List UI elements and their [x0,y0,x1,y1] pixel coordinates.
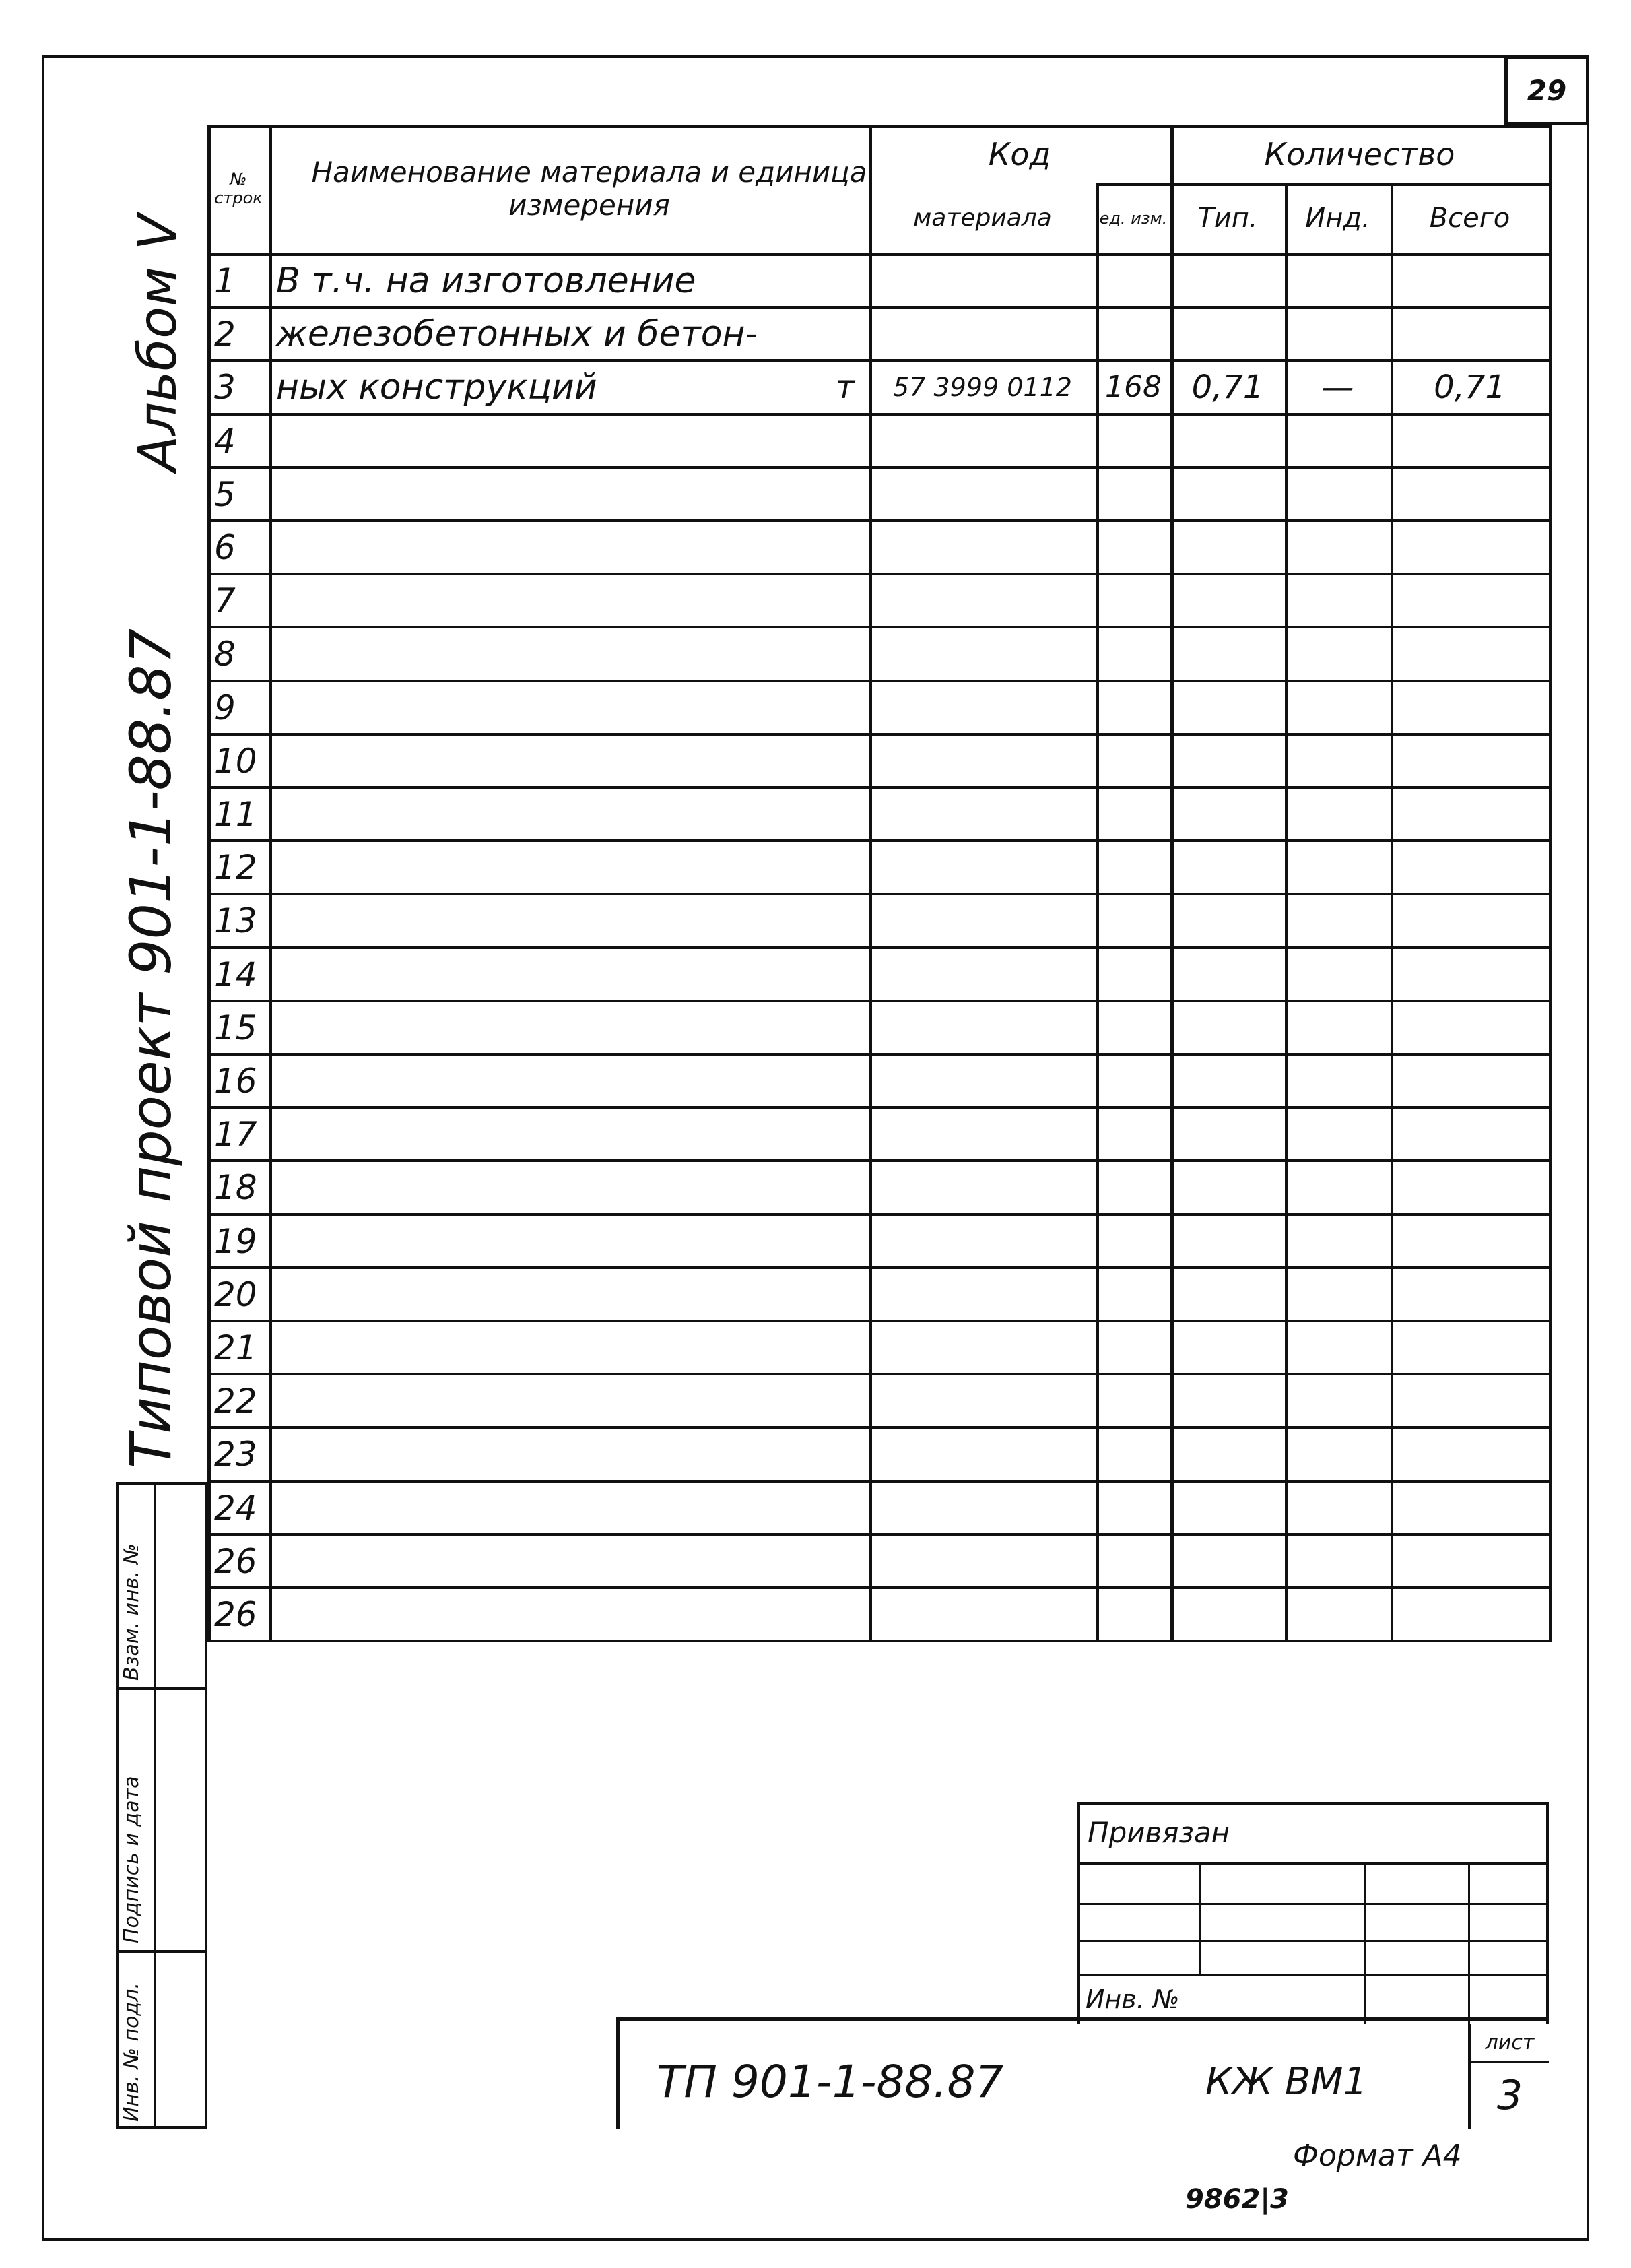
row-q-total [1391,469,1549,519]
row-q-typical: 0,71 [1191,368,1264,406]
row-q-total [1391,682,1549,733]
row-ed-izm [1096,736,1170,786]
row-name [269,842,828,893]
row-ed-izm [1096,1056,1170,1106]
row-number: 4 [214,421,236,461]
row-q-total [1391,522,1549,573]
row-q-total [1391,255,1549,306]
row-q-typical [1170,1375,1285,1426]
row-q-total [1391,1483,1549,1533]
row-code [869,309,1096,359]
row-code [869,255,1096,306]
row-q-typical [1170,1162,1285,1212]
row-number: 9 [214,688,236,727]
sheet-value: 3 [1496,2071,1523,2119]
row-ed-izm [1096,469,1170,519]
drawing-mark: КЖ ВМ1 [1205,2059,1368,2104]
row-name: ных конструкций [276,366,597,408]
row-q-typical [1170,309,1285,359]
row-code [869,1429,1096,1479]
row-q-total [1391,1002,1549,1053]
row-number: 24 [214,1488,257,1528]
stamp-vzam-inv: Взам. инв. № [120,1543,143,1681]
row-number: 26 [214,1594,257,1634]
row-name: железобетонных и бетон- [276,313,758,354]
row-ed-izm [1096,1002,1170,1053]
row-number: 19 [214,1221,257,1261]
row-q-individual: — [1321,368,1354,406]
row-q-typical [1170,1322,1285,1373]
header-code-unit: ед. изм. [1099,208,1168,228]
row-ed-izm [1096,1322,1170,1373]
row-ed-izm [1096,575,1170,626]
row-unit [822,1429,869,1479]
row-number: 8 [214,634,236,674]
row-q-individual [1285,1162,1391,1212]
row-name [269,789,828,839]
row-code [869,1109,1096,1159]
row-q-typical [1170,1269,1285,1320]
row-name [269,895,828,946]
row-ed-izm [1096,522,1170,573]
row-number: 2 [214,314,236,354]
header-q-typical: Тип. [1197,202,1258,234]
row-q-individual [1285,1429,1391,1479]
row-q-typical [1170,1109,1285,1159]
header-q-total: Всего [1429,202,1510,234]
row-number: 17 [214,1114,257,1154]
row-number: 22 [214,1381,257,1421]
row-name [269,1429,828,1479]
row-number: 13 [214,901,257,940]
row-name [269,1536,828,1586]
row-q-typical [1170,949,1285,1000]
row-ed-izm [1096,416,1170,466]
row-ed-izm [1096,949,1170,1000]
row-code: 57 3999 0112 [893,372,1072,402]
archive-number: 9862|3 [1185,2184,1289,2215]
row-q-typical [1170,522,1285,573]
row-q-typical [1170,736,1285,786]
row-name [269,736,828,786]
row-q-typical [1170,842,1285,893]
row-name [269,1375,828,1426]
row-q-total [1391,575,1549,626]
row-q-typical [1170,469,1285,519]
row-number: 16 [214,1061,257,1101]
row-unit [822,1216,869,1266]
row-unit [822,309,869,359]
row-q-total [1391,1322,1549,1373]
row-q-total [1391,1269,1549,1320]
sheet-label: лист [1485,2031,1535,2054]
row-unit [822,1589,869,1640]
row-q-total [1391,1162,1549,1212]
row-unit [822,895,869,946]
row-ed-izm [1096,628,1170,679]
row-name [269,575,828,626]
row-unit [822,1002,869,1053]
row-name [269,1589,828,1640]
row-unit [822,469,869,519]
row-name [269,628,828,679]
row-ed-izm [1096,895,1170,946]
row-q-total: 0,71 [1434,368,1506,406]
row-unit: т [836,368,855,406]
row-q-total [1391,1375,1549,1426]
row-q-total [1391,628,1549,679]
row-q-individual [1285,895,1391,946]
row-ed-izm [1096,1162,1170,1212]
header-name: Наименование материала и единица измерения [311,156,867,222]
row-q-total [1391,416,1549,466]
row-code [869,1269,1096,1320]
row-q-total [1391,736,1549,786]
row-name [269,1162,828,1212]
row-number: 11 [214,794,257,834]
doc-code: ТП 901-1-88.87 [657,2055,1004,2108]
row-unit [822,522,869,573]
stamp-inv-podl: Инв. № подл. [120,1982,143,2122]
row-q-typical [1170,1002,1285,1053]
row-unit [822,1375,869,1426]
header-quantity: Количество [1264,135,1455,172]
row-unit [822,1109,869,1159]
row-number: 7 [214,581,236,620]
row-q-typical [1170,1589,1285,1640]
row-number: 21 [214,1328,257,1367]
row-ed-izm [1096,255,1170,306]
row-q-typical [1170,682,1285,733]
row-name [269,949,828,1000]
row-code [869,736,1096,786]
row-number: 3 [214,367,236,407]
row-name [269,1056,828,1106]
row-q-total [1391,949,1549,1000]
row-number: 20 [214,1274,257,1314]
row-name [269,416,828,466]
row-q-total [1391,1216,1549,1266]
row-number: 26 [214,1541,257,1581]
row-q-individual [1285,1216,1391,1266]
row-unit [822,736,869,786]
row-q-total [1391,895,1549,946]
row-unit [822,949,869,1000]
row-code [869,1589,1096,1640]
row-name [269,1483,828,1533]
row-q-individual [1285,1269,1391,1320]
row-ed-izm [1096,842,1170,893]
row-code [869,416,1096,466]
stamp-podpis-data: Подпись и дата [120,1776,143,1943]
row-name [269,522,828,573]
row-q-individual [1285,1483,1391,1533]
row-q-typical [1170,255,1285,306]
row-number: 18 [214,1167,257,1207]
row-number: 5 [214,474,236,514]
row-code [869,949,1096,1000]
row-number: 14 [214,954,257,994]
row-q-typical [1170,628,1285,679]
row-code [869,895,1096,946]
row-code [869,1162,1096,1212]
row-q-typical [1170,575,1285,626]
row-q-individual [1285,1375,1391,1426]
row-code [869,1216,1096,1266]
row-ed-izm [1096,1109,1170,1159]
row-q-total [1391,1109,1549,1159]
row-name [269,1216,828,1266]
row-ed-izm [1096,1429,1170,1479]
row-unit [822,1483,869,1533]
sheet-number: 29 [1527,73,1567,107]
privyazan-label: Привязан [1088,1816,1230,1849]
row-q-individual [1285,1109,1391,1159]
row-code [869,628,1096,679]
row-q-individual [1285,575,1391,626]
row-q-individual [1285,1056,1391,1106]
album-title: Альбом V [128,214,189,472]
row-unit [822,1322,869,1373]
row-unit [822,682,869,733]
row-q-typical [1170,416,1285,466]
row-ed-izm [1096,1269,1170,1320]
row-q-total [1391,789,1549,839]
row-q-total [1391,309,1549,359]
row-q-individual [1285,1322,1391,1373]
row-code [869,522,1096,573]
row-name [269,1269,828,1320]
row-code [869,575,1096,626]
row-unit [822,628,869,679]
row-q-individual [1285,842,1391,893]
row-code [869,1002,1096,1053]
row-q-individual [1285,416,1391,466]
row-q-individual [1285,682,1391,733]
row-q-individual [1285,255,1391,306]
row-q-total [1391,1056,1549,1106]
row-q-individual [1285,1589,1391,1640]
header-q-individual: Инд. [1305,202,1370,234]
row-q-typical [1170,1056,1285,1106]
row-unit [822,1162,869,1212]
row-name [269,469,828,519]
row-number: 6 [214,527,236,567]
row-number: 12 [214,847,257,887]
row-unit [822,842,869,893]
row-name [269,682,828,733]
row-number: 15 [214,1008,257,1047]
row-q-total [1391,842,1549,893]
row-name [269,1322,828,1373]
project-title: Типовой проект 901-1-88.87 [118,628,184,1468]
row-unit [822,789,869,839]
row-unit [822,416,869,466]
row-unit [822,1269,869,1320]
inv-no-label: Инв. № [1086,1984,1180,2014]
format-label: Формат А4 [1293,2138,1462,2173]
row-q-individual [1285,469,1391,519]
row-name [269,1109,828,1159]
row-q-typical [1170,1536,1285,1586]
row-name: В т.ч. на изготовление [276,260,696,301]
row-ed-izm [1096,1536,1170,1586]
row-code [869,1536,1096,1586]
row-ed-izm [1096,1216,1170,1266]
row-q-individual [1285,1002,1391,1053]
row-q-typical [1170,1429,1285,1479]
row-q-typical [1170,895,1285,946]
row-q-individual [1285,522,1391,573]
row-number: 23 [214,1434,257,1474]
row-unit [822,575,869,626]
row-ed-izm [1096,309,1170,359]
row-q-total [1391,1589,1549,1640]
row-ed-izm: 168 [1105,370,1162,404]
row-ed-izm [1096,1375,1170,1426]
row-ed-izm [1096,682,1170,733]
row-code [869,1056,1096,1106]
row-q-total [1391,1429,1549,1479]
row-unit [822,255,869,306]
row-name [269,1002,828,1053]
row-unit [822,1056,869,1106]
row-code [869,1483,1096,1533]
row-ed-izm [1096,1483,1170,1533]
header-code-material: материала [913,204,1052,232]
row-q-typical [1170,1483,1285,1533]
row-number: 10 [214,741,257,781]
row-ed-izm [1096,789,1170,839]
row-ed-izm [1096,1589,1170,1640]
header-row-no: № строк [214,170,263,207]
row-q-individual [1285,628,1391,679]
row-number: 1 [214,261,236,300]
row-q-individual [1285,1536,1391,1586]
row-q-total [1391,1536,1549,1586]
row-code [869,842,1096,893]
row-code [869,1322,1096,1373]
row-q-typical [1170,1216,1285,1266]
row-q-individual [1285,949,1391,1000]
row-code [869,682,1096,733]
row-q-individual [1285,736,1391,786]
row-q-individual [1285,309,1391,359]
row-unit [822,1536,869,1586]
row-code [869,789,1096,839]
row-code [869,469,1096,519]
row-code [869,1375,1096,1426]
row-q-typical [1170,789,1285,839]
row-q-individual [1285,789,1391,839]
header-code: Код [988,135,1051,172]
